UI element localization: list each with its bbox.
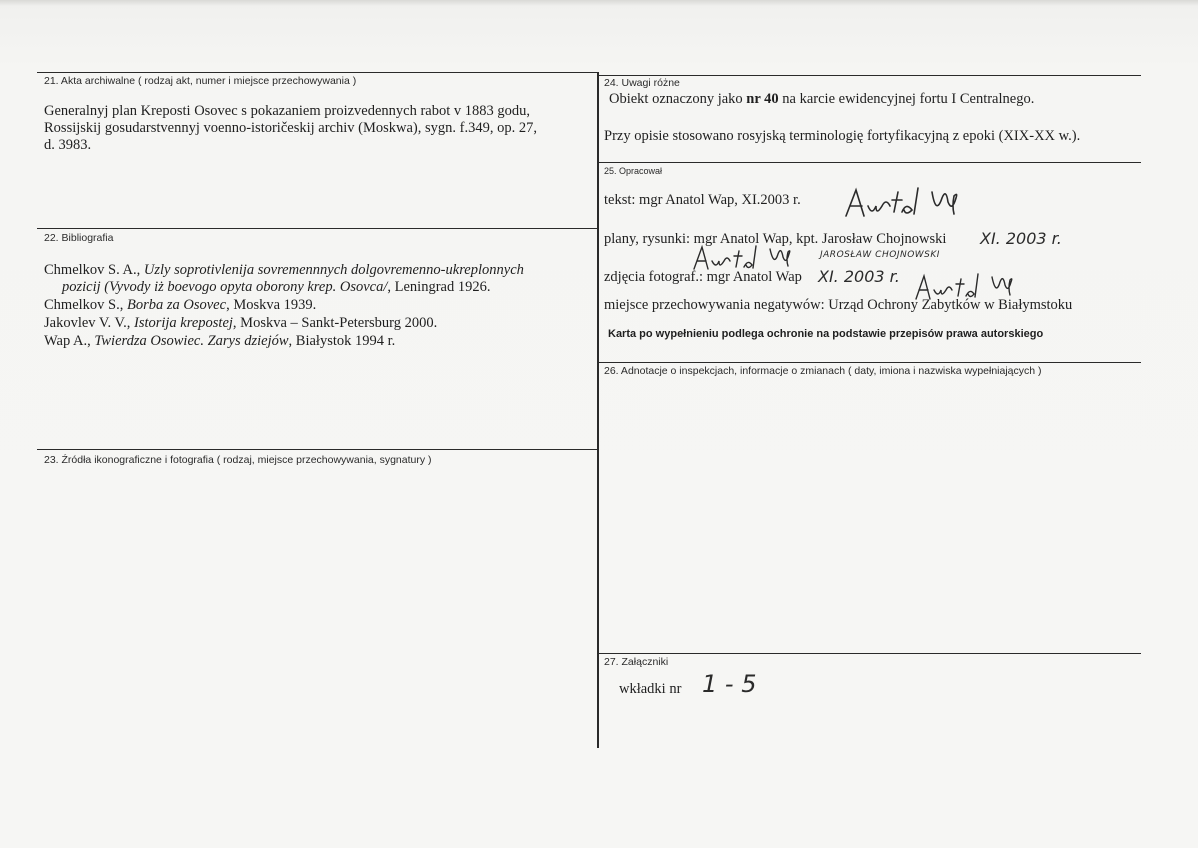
section-24-line-1 [609, 91, 1034, 108]
bib-4-title: Twierdza Osowiec. Zarys dziejów [94, 333, 289, 349]
bibliography-entry-3 [44, 315, 437, 332]
section-26-label: 26. Adnotacje o inspekcjach, informacje o zmianach ( daty, imiona i nazwiska wypełniających ) [604, 365, 1042, 377]
section-25-label: 25. Opracował [604, 166, 663, 176]
bib-3-rest: , Moskva – Sankt-Petersburg 2000. [232, 315, 438, 331]
negatives-storage-line: miejsce przechowywania negatywów: Urząd Ochrony Zabytków w Białymstoku [604, 297, 1073, 313]
signature-1 [842, 184, 982, 224]
section-27-label: 27. Załączniki [604, 656, 669, 668]
section-21-line-3: d. 3983. [44, 137, 92, 153]
bib-2-rest: , Moskva 1939. [226, 297, 317, 313]
page-edge-shadow [0, 0, 1198, 6]
bib-2-title: Borba za Osovec [126, 297, 227, 313]
bib-3-title: Istorija krepostej [133, 315, 233, 331]
top-rule-left [37, 72, 598, 73]
section-21-line-2: Rossijskij gosudarstvennyj voenno-istoričeskij archiv (Moskwa), sygn. f.349, op. 27, [44, 120, 537, 136]
bib-1-rest: , Leningrad 1926. [387, 279, 491, 295]
rule-22-23 [37, 449, 598, 450]
remark-1-a: Obiekt oznaczony jako [609, 91, 747, 107]
remark-1-number: nr 40 [746, 91, 779, 107]
section-22-label: 22. Bibliografia [44, 232, 114, 244]
bib-1-author: Chmelkov S. A., [44, 262, 144, 278]
bib-2-author: Chmelkov S., [44, 297, 127, 313]
bib-3-author: Jakovlev V. V., [44, 315, 134, 331]
section-21-label: 21. Akta archiwalne ( rodzaj akt, numer i miejsce przechowywania ) [44, 75, 357, 87]
attachments-label: wkładki nr [619, 681, 682, 697]
section-21-line-1: Generalnyj plan Kreposti Osovec s pokazaniem proizvedennych rabot v 1883 godu, [44, 103, 531, 119]
bibliography-entry-1a [44, 262, 524, 279]
section-23-label: 23. Źródła ikonograficzne i fotografia ( rodzaj, miejsce przechowywania, sygnatury ) [44, 454, 432, 466]
copyright-note: Karta po wypełnieniu podlega ochronie na podstawie przepisów prawa autorskiego [608, 328, 1044, 340]
top-rule-right [598, 75, 1141, 76]
plans-coauthor-handwritten: JAROSŁAW CHOJNOWSKI [820, 250, 940, 260]
bibliography-entry-1b [62, 279, 490, 296]
plans-date-handwritten: XI. 2003 r. [980, 229, 1062, 248]
photos-author-line: zdjęcia fotograf.: mgr Anatol Wap [604, 269, 802, 285]
bibliography-entry-2 [44, 297, 316, 314]
rule-26-27 [598, 653, 1141, 654]
bib-4-author: Wap A., [44, 333, 95, 349]
bib-1-title-a: Uzly soprotivlenija sovremennnych dolgovremenno-ukreplonnych [143, 262, 524, 278]
remark-1-c: na karcie ewidencyjnej fortu I Centralnego. [778, 91, 1035, 107]
bibliography-entry-4 [44, 333, 395, 350]
attachments-value-handwritten: 1 - 5 [702, 670, 757, 698]
rule-24-25 [598, 162, 1141, 163]
section-24-line-2: Przy opisie stosowano rosyjską terminologię fortyfikacyjną z epoki (XIX-XX w.). [604, 128, 1081, 144]
bib-1-title-b: pozicij (Vyvody iż boevogo opyta oborony krep. Osovca/ [62, 279, 388, 295]
center-divider [597, 72, 599, 748]
plans-author-line: plany, rysunki: mgr Anatol Wap, kpt. Jarosław Chojnowski [604, 231, 947, 247]
photos-date-handwritten: XI. 2003 r. [818, 267, 900, 286]
section-24-label: 24. Uwagi różne [604, 77, 680, 89]
bib-4-rest: , Białystok 1994 r. [288, 333, 396, 349]
rule-25-26 [598, 362, 1141, 363]
author-text-line: tekst: mgr Anatol Wap, XI.2003 r. [604, 192, 801, 208]
rule-21-22 [37, 228, 598, 229]
